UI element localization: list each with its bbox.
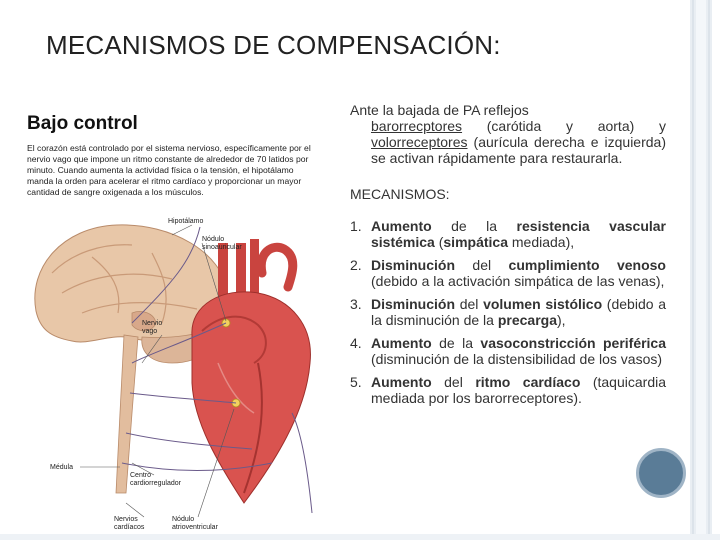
figure-description: El corazón está controlado por el sistema nervioso, específicamente por el nervio vago que impone un ritmo constante de alrededor de 70 latidos por minuto. Cuando aumenta la actividad física o la tensión, el hipotálamo manda la orden para acelerar el ritmo cardíaco y proporcionar un mayor cantidad de sangre oxigenada a los músculos. — [27, 143, 311, 197]
list-item-number: 3. — [350, 296, 362, 312]
list-item-number: 5. — [350, 374, 362, 390]
label-nodulo-av-1: Nódulo — [172, 516, 195, 523]
intro-volo: volorreceptores — [371, 134, 468, 150]
item-text: del — [455, 296, 484, 312]
label-nodulo-sinusal-2: sinoauricular — [202, 244, 242, 251]
item-bold: cumplimiento venoso — [508, 257, 666, 273]
item-text: del — [431, 374, 476, 390]
list-item-number: 4. — [350, 335, 362, 351]
intro-part2: (carótida y aorta) y — [462, 118, 666, 134]
item-text: de la — [431, 218, 517, 234]
list-item — [350, 296, 666, 328]
label-nervios-2: cardíacos — [114, 524, 145, 531]
item-text: ( — [434, 234, 444, 250]
item-text: (debido a la activación simpática de las venas), — [371, 273, 665, 289]
text-panel — [350, 102, 666, 413]
list-item — [350, 335, 666, 367]
list-item-number: 1. — [350, 218, 362, 234]
figure-panel — [22, 105, 322, 535]
intro-indented — [350, 118, 666, 166]
label-centro-1: Centro — [130, 472, 152, 479]
item-text: de la — [431, 335, 481, 351]
item-text: mediada), — [507, 234, 575, 250]
item-bold: simpática — [443, 234, 508, 250]
item-bold: Disminución — [371, 257, 456, 273]
list-item-number: 2. — [350, 257, 362, 273]
intro-paragraph — [350, 102, 666, 166]
item-bold: Aumento — [371, 218, 432, 234]
item-bold: ritmo cardíaco — [475, 374, 581, 390]
mecanismos-label: MECANISMOS: — [350, 186, 450, 202]
mechanisms-list — [350, 218, 666, 406]
item-bold: Aumento — [371, 374, 432, 390]
item-bold: resistencia vascular sistémica — [371, 218, 666, 250]
list-item — [350, 257, 666, 289]
label-medula: Médula — [50, 464, 73, 471]
item-bold: vasoconstricción periférica — [480, 335, 667, 351]
item-text: (taquicardia mediada por los barorreceptores). — [371, 374, 666, 406]
label-nodulo-sinusal-1: Nódulo — [202, 236, 225, 243]
intro-baro: barorrecptores — [371, 118, 463, 134]
item-text: del — [455, 257, 509, 273]
label-nervio-vago-1: Nervio — [142, 320, 163, 327]
decorative-circle — [636, 448, 686, 498]
label-centro-2: cardiorregulador — [130, 480, 181, 487]
anatomy-illustration — [22, 213, 322, 535]
label-nodulo-av-2: atrioventricular — [172, 524, 218, 531]
item-bold: precarga — [497, 312, 558, 328]
item-text: (disminución de la distensibilidad de los vasos) — [371, 351, 663, 367]
item-bold: volumen sistólico — [483, 296, 603, 312]
item-bold: Aumento — [371, 335, 432, 351]
list-item — [350, 218, 666, 250]
item-text: ), — [557, 312, 566, 328]
figure-heading: Bajo control — [27, 113, 138, 134]
intro-part3: (aurícula derecha e izquierda) se activan rápidamente para restaurarla. — [371, 134, 666, 166]
list-item — [350, 374, 666, 406]
item-bold: Disminución — [371, 296, 456, 312]
label-hipotalamo: Hipotálamo — [168, 218, 204, 225]
item-text: (debido a la disminución de la — [371, 296, 666, 328]
slide-title: MECANISMOS DE COMPENSACIÓN: — [46, 30, 501, 60]
intro-part1: Ante la bajada de PA reflejos — [350, 102, 529, 118]
decorative-border-right — [690, 0, 712, 540]
label-nervio-vago-2: vago — [142, 328, 158, 335]
label-nervios-1: Nervios — [114, 516, 138, 523]
